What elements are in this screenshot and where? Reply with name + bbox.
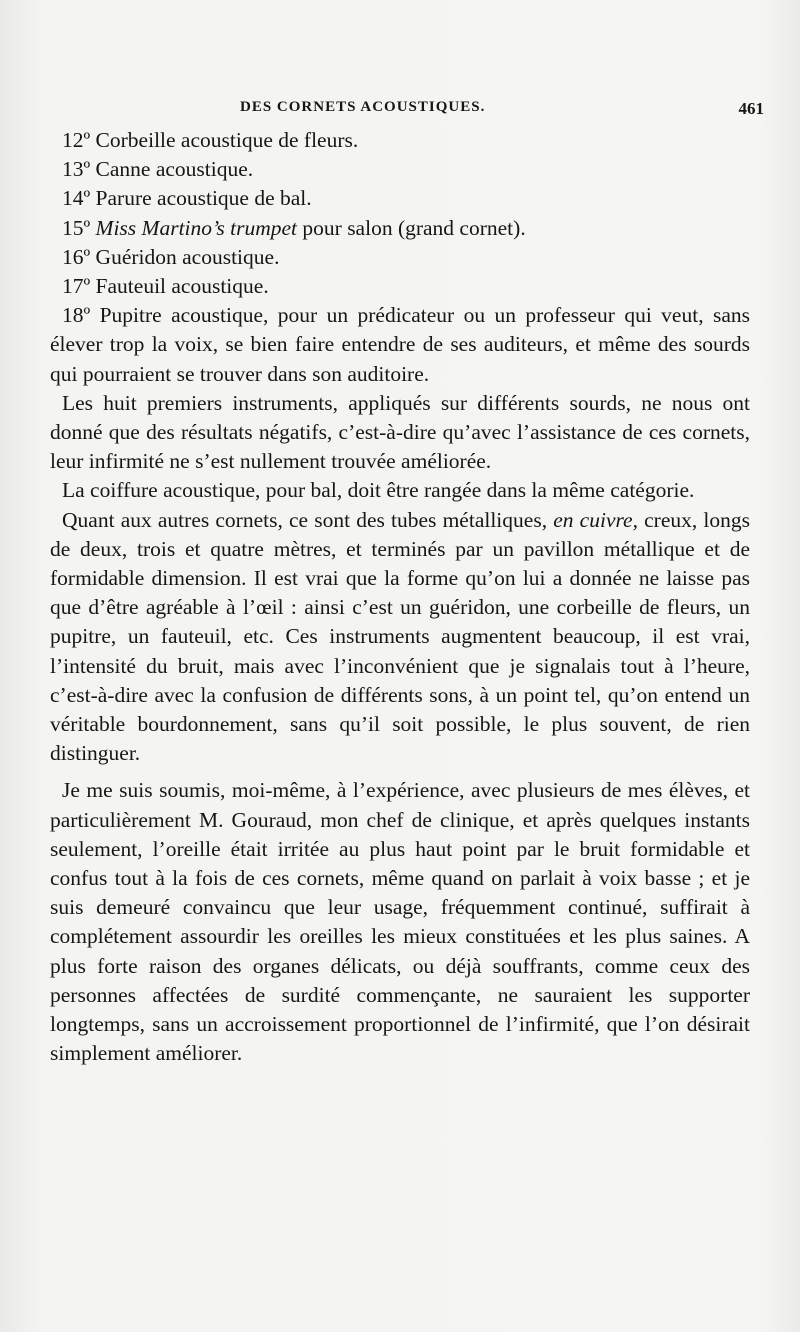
list-number: 13º <box>62 157 91 182</box>
list-italic-title: Miss Martino’s trumpet <box>95 215 298 240</box>
paragraph-text: creux, longs de deux, trois et quatre mètres, et terminés par un pavillon métallique et de formidable dimension. Il est vrai que la forme qu’on lui a donnée ne laisse pas que d’être agréable à l’œil : ainsi c’est un guéridon, une corbeille de fleurs, un pupitre, un fauteuil, etc. Ces instruments augmentent beaucoup, il est vrai, l’intensité du bruit, mais avec l’inconvénient que je signalais tout à l’heure, c’est-à-dire avec la confusion de différents sons, à un point tel, qu’on entend un véritable bourdonnement, sans qu’il soit possible, le plus souvent, de rien distinguer. <box>50 507 751 766</box>
running-title: DES CORNETS ACOUSTIQUES. <box>240 99 486 115</box>
list-item <box>50 243 750 272</box>
list-text: pour salon (grand cornet). <box>302 215 526 240</box>
paragraph-italic: en cuivre, <box>553 507 638 532</box>
paragraph: Je me suis soumis, moi-même, à l’expérience, avec plusieurs de mes élèves, et particulièrement M. Gouraud, mon chef de clinique, et après quelques instants seulement, l’oreille était irritée au plus haut point par le bruit formidable et confus tout à la fois de ces cornets, même quand on parlait à voix basse ; et je suis demeuré convaincu que leur usage, fréquemment continué, suffirait à complétement assourdir les oreilles les mieux constituées et les plus saines. A plus forte raison des organes délicats, ou déjà souffrants, comme ceux des personnes affectées de surdité commençante, ne sauraient les supporter longtemps, sans un accroissement proportionnel de l’infirmité, que l’on désirait simplement améliorer. <box>50 778 750 1066</box>
list-number: 14º <box>62 186 91 211</box>
list-text: Fauteuil acoustique. <box>95 274 269 299</box>
list-number: 15º <box>62 215 91 240</box>
list-text: Pupitre acoustique, pour un prédicateur ou un professeur qui veut, sans élever trop la voix, se bien faire entendre de ses auditeurs, et même des sourds qui pourraient se trouver dans son auditoire. <box>50 303 751 386</box>
body-text <box>50 126 750 1069</box>
list-item <box>50 184 750 213</box>
list-text: Parure acoustique de bal. <box>95 186 312 211</box>
paragraph: Les huit premiers instruments, appliqués sur différents sourds, ne nous ont donné que des résultats négatifs, c’est-à-dire qu’avec l’assistance de ces cornets, leur infirmité ne s’est nullement trouvée améliorée. <box>50 390 750 474</box>
list-text: Canne acoustique. <box>95 157 254 182</box>
list-text: Guéridon acoustique. <box>95 244 280 269</box>
list-item <box>50 155 750 184</box>
list-item <box>50 214 750 243</box>
list-item <box>50 272 750 301</box>
paragraph-text: Quant aux autres cornets, ce sont des tubes métalliques, <box>62 507 548 532</box>
paragraph <box>50 506 750 769</box>
list-number: 18º <box>62 303 91 328</box>
list-item <box>50 301 750 389</box>
list-item <box>50 126 750 155</box>
page-header <box>60 99 764 123</box>
page-number: 461 <box>738 99 764 118</box>
list-number: 16º <box>62 244 91 269</box>
list-text: Corbeille acoustique de fleurs. <box>95 128 359 152</box>
paragraph: La coiffure acoustique, pour bal, doit être rangée dans la même catégorie. <box>62 478 695 503</box>
list-number: 12º <box>62 128 91 152</box>
list-number: 17º <box>62 274 91 299</box>
